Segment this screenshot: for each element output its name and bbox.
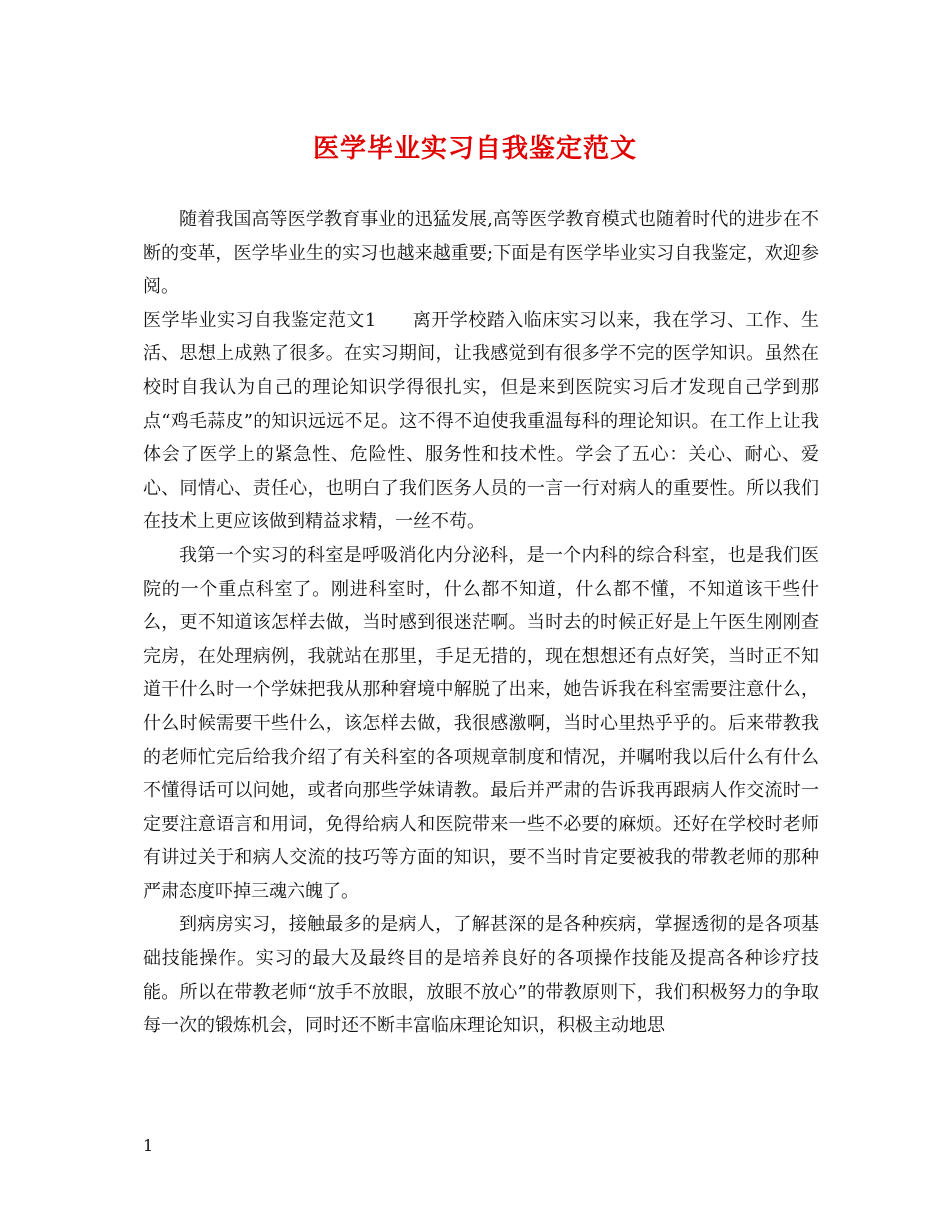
paragraph-1-text: 离开学校踏入临床实习以来，我在学习、工作、生活、思想上成熟了很多。在实习期间，让我感觉到有很多学不完的医学知识。虽然在校时自我认为自己的理论知识学得很扎实，但是来到医院实习后才发现自己学到那点“鸡毛蒜皮”的知识远远不足。这不得不迫使我重温每科的理论知识。在工作上让我体会了医学上的紧急性、危险性、服务性和技术性。学会了五心：关心、耐心、爱心、同情心、责任心，也明白了我们医务人员的一言一行对病人的重要性。所以我们在技术上更应该做到精益求精，一丝不苟。 [143, 309, 820, 533]
paragraph-3: 到病房实习，接触最多的是病人，了解甚深的是各种疾病，掌握透彻的是各项基础技能操作。实习的最大及最终目的是培养良好的各项操作技能及提高各种诊疗技能。所以在带教老师“放手不放眼，放眼不放心”的带教原则下，我们积极努力的争取每一次的锻炼机会，同时还不断丰富临床理论知识，积极主动地思 [143, 914, 819, 1037]
intro-paragraph: 随着我国高等医学教育事业的迅猛发展,高等医学教育模式也随着时代的进步在不断的变革，医学毕业生的实习也越来越重要;下面是有医学毕业实习自我鉴定，欢迎参阅。 [143, 209, 819, 298]
document-body [143, 203, 819, 1043]
section-paragraph-1 [143, 304, 819, 539]
page-number: 1 [143, 1136, 154, 1155]
section-label: 医学毕业实习自我鉴定范文1 [143, 309, 377, 331]
document-title: 医学毕业实习自我鉴定范文 [312, 134, 637, 164]
paragraph-2: 我第一个实习的科室是呼吸消化内分泌科，是一个内科的综合科室，也是我们医院的一个重点科室了。刚进科室时，什么都不知道，什么都不懂，不知道该干些什么，更不知道该怎样去做，当时感到很迷茫啊。当时去的时候正好是上午医生刚刚查完房，在处理病例，我就站在那里，手足无措的，现在想想还有点好笑，当时正不知道干什么时一个学妹把我从那种窘境中解脱了出来，她告诉我在科室需要注意什么，什么时候需要干些什么，该怎样去做，我很感激啊，当时心里热乎乎的。后来带教我的老师忙完后给我介绍了有关科室的各项规章制度和情况，并嘱咐我以后什么有什么不懂得话可以问她，或者向那些学妹请教。最后并严肃的告诉我再跟病人作交流时一定要注意语言和用词，免得给病人和医院带来一些不必要的麻烦。还好在学校时老师有讲过关于和病人交流的技巧等方面的知识，要不当时肯定要被我的带教老师的那种严肃态度吓掉三魂六魄了。 [143, 544, 819, 902]
